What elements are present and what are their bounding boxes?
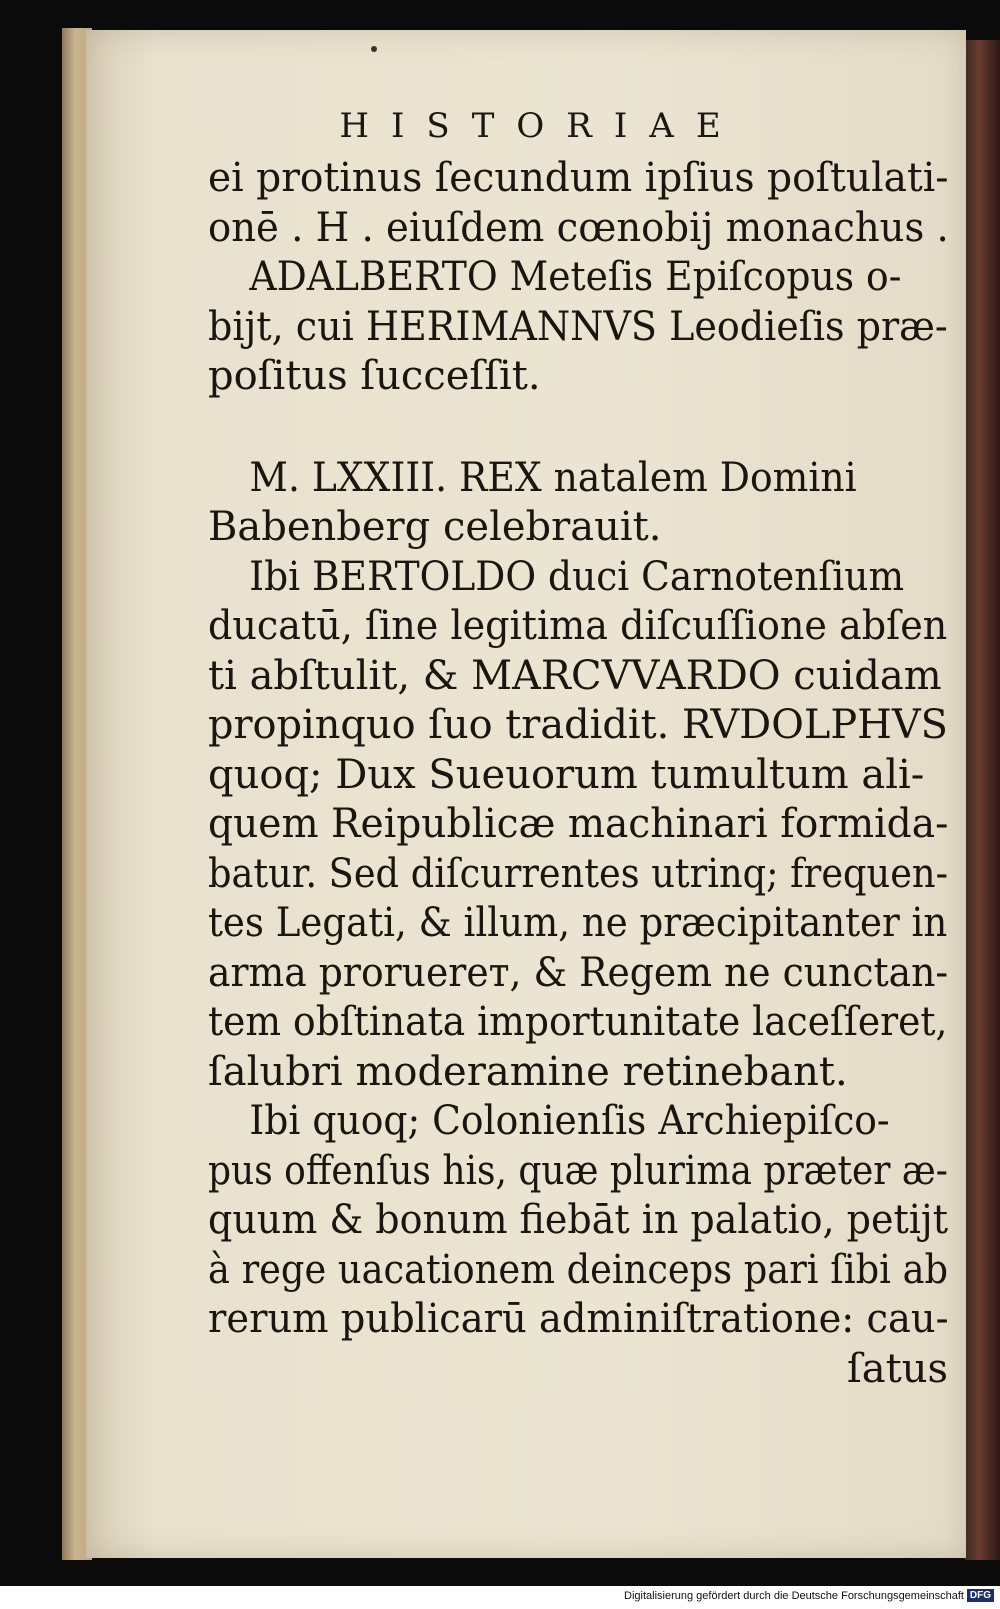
running-header: HISTORIAE [339,106,743,146]
ink-spot [371,46,377,52]
text-line: ei protinus ſecundum ipſius poſtulati- [208,155,949,201]
text-line: onē . H . eiuſdem cœnobij monachus . [208,204,949,251]
text-line: bijt, cui HERIMANNVS Leodieſis præ- [208,303,948,350]
text-line: arma proruereт, & Regem ne cunctan- [208,949,949,996]
catchword: ſatus [846,1345,948,1392]
digitization-footer [0,1586,1000,1609]
paragraph-gap [208,402,948,454]
text-line: poſitus ſucceſſit. [208,353,541,399]
text-line: pus offenſus his, quæ plurima præter æ- [208,1147,948,1194]
text-line: Ibi BERTOLDO duci Carnotenſium [249,553,905,600]
text-line: quem Reipublicæ machinari formida- [208,801,949,847]
text-line: M. LXXIII. REX natalem Domini [249,454,857,501]
text-line: ducatū, ſine legitima diſcuſſione abſen [208,603,948,649]
text-line: ſalubri moderamine retinebant. [208,1048,848,1095]
book-page [86,30,966,1558]
text-line: à rege uacationem deinceps pari ſibi ab [208,1246,949,1293]
book-cover-right [965,40,1000,1560]
text-line: propinquo ſuo tradidit. RVDOLPHVS [208,702,948,748]
text-line: quoq; Dux Sueuorum tumultum ali- [208,751,925,798]
dfg-logo: DFG [967,1589,994,1602]
text-line: tem obſtinata importunitate laceſſeret, [208,999,948,1045]
text-line: tes Legati, & illum, ne præcipitanter in [208,900,948,946]
text-line: batur. Sed diſcurrentes utrinq; frequen- [208,850,948,897]
text-line: ADALBERTO Meteſis Epiſcopus o- [249,254,902,300]
text-line: quum & bonum fiebāt in palatio, petijt [208,1197,948,1243]
page-text [208,154,948,1394]
text-line: Ibi quoq; Colonienſis Archiepiſco- [249,1098,890,1144]
funding-credit: Digitalisierung gefördert durch die Deutsche Forschungsgemeinschaft [624,1590,964,1602]
text-line: rerum publicarū adminiſtratione: cau- [208,1296,949,1342]
text-line: Babenberg celebrauit. [208,504,662,550]
text-line: ti abſtulit, & MARCVVARDO cuidam [208,652,942,699]
